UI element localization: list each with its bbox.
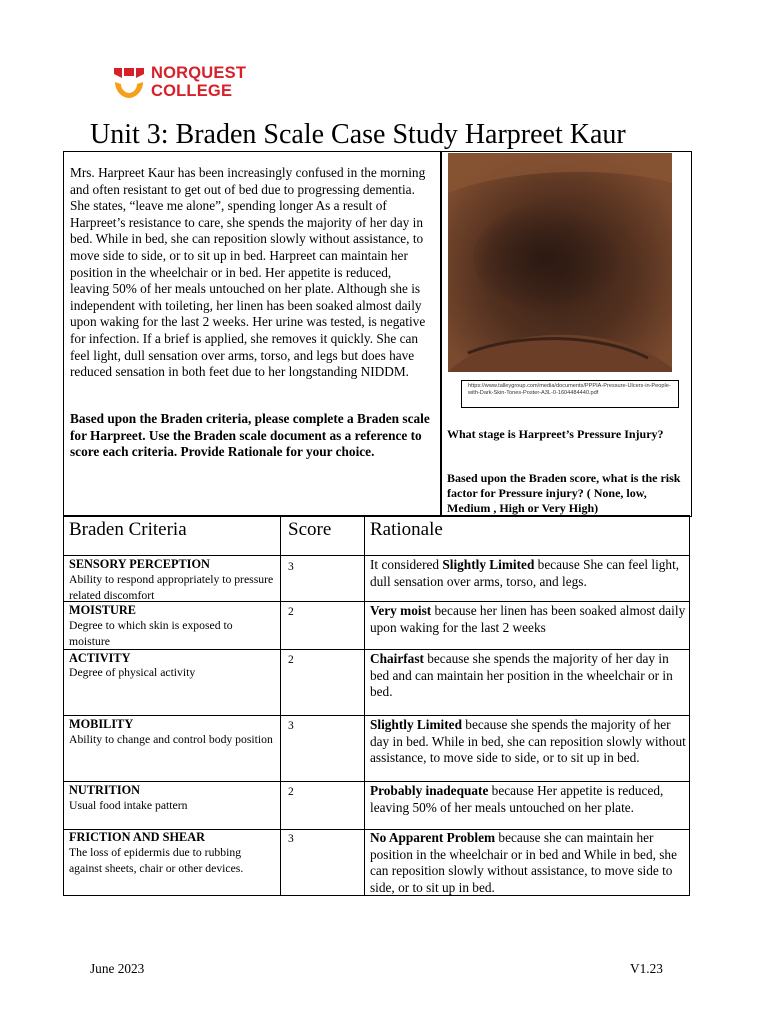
stage-question: What stage is Harpreet’s Pressure Injury? (447, 427, 664, 441)
risk-question: Based upon the Braden score, what is the risk factor for Pressure injury? ( None, low, Medium , High or Very High) (447, 471, 681, 515)
score-value: 3 (288, 561, 294, 573)
criteria-name: NUTRITION (69, 783, 141, 797)
header-rationale: Rationale (370, 519, 443, 540)
page-title: Unit 3: Braden Scale Case Study Harpreet Kaur (90, 119, 626, 150)
score-value: 2 (288, 786, 294, 798)
rationale-text: Probably inadequate because Her appetite is reduced, leaving 50% of her meals untouched on her plate. (370, 783, 664, 815)
criteria-name: MOISTURE (69, 603, 136, 617)
header-score: Score (288, 519, 332, 540)
table-divider (280, 515, 281, 896)
norquest-mark-icon (113, 66, 145, 100)
footer-date: June 2023 (90, 961, 145, 976)
pressure-injury-photo (448, 153, 672, 372)
score-value: 3 (288, 720, 294, 732)
criteria-name: ACTIVITY (69, 651, 131, 665)
logo-text (151, 64, 246, 100)
header-criteria: Braden Criteria (69, 519, 187, 540)
logo-line-1: NORQUEST (151, 64, 247, 82)
criteria-desc: Ability to change and control body position (69, 733, 273, 746)
score-value: 2 (288, 654, 294, 666)
criteria-name: FRICTION AND SHEAR (69, 830, 205, 844)
criteria-desc: Ability to respond appropriately to pressure related discomfort (69, 573, 274, 602)
criteria-desc: Degree of physical activity (69, 666, 196, 679)
score-value: 3 (288, 833, 294, 845)
table-row-divider (63, 649, 690, 650)
logo-line-2: COLLEGE (151, 82, 233, 100)
criteria-name: MOBILITY (69, 717, 134, 731)
footer-version: V1.23 (630, 961, 663, 976)
norquest-logo (113, 62, 263, 104)
rationale-text: Very moist because her linen has been soaked almost daily upon waking for the last 2 weeks (370, 603, 686, 635)
criteria-desc: The loss of epidermis due to rubbing against sheets, chair or other devices. (69, 846, 244, 875)
case-instruction: Based upon the Braden criteria, please complete a Braden scale for Harpreet. Use the Braden scale document as a reference to score each criteria. Provide Rationale for your choice. (70, 411, 430, 460)
table-row-divider (63, 555, 690, 556)
criteria-name: SENSORY PERCEPTION (69, 557, 210, 571)
table-row-divider (63, 781, 690, 782)
rationale-text: Chairfast because she spends the majority of her day in bed and can maintain her position in the wheelchair or in bed. (370, 651, 673, 700)
rationale-text: Slightly Limited because she spends the majority of her day in bed. While in bed, she can reposition slowly without assistance, to move side to side, or to sit up in bed. (370, 717, 686, 766)
table-divider (364, 515, 365, 896)
criteria-desc: Degree to which skin is exposed to moisture (69, 619, 233, 648)
rationale-text: No Apparent Problem because she can maintain her position in the wheelchair or in bed and While in bed, she can reposition slowly without assistance, to move side to side, or to sit up in bed. (370, 830, 677, 895)
case-narrative: Mrs. Harpreet Kaur has been increasingly confused in the morning and often resistant to get out of bed due to progressing dementia. She states, “leave me alone”, spending longer As a result of Harpreet’s resistance to care, she spends the majority of her day in bed. While in bed, she can reposition slowly without assistance, to move side to side, or to sit up in bed. Harpreet can maintain her position in the wheelchair or in bed. Her appetite is reduced, leaving 50% of her meals untouched on her plate. Although she is independent with toileting, her linen has been soaked almost daily upon waking for the last 2 weeks. Her urine was tested, is negative for infection. If a brief is applied, she removes it quickly. She can feel light, dull sensation over arms, torso, and legs but does have reduced sensation in both feet due to her longstanding NIDDM. (70, 165, 426, 380)
score-value: 2 (288, 606, 294, 618)
criteria-desc: Usual food intake pattern (69, 799, 188, 812)
table-row-divider (63, 715, 690, 716)
rationale-text: It considered Slightly Limited because She can feel light, dull sensation over arms, torso, and legs. (370, 557, 680, 589)
photo-caption: https://www.talleygroup.com/media/documents/PPPIA-Pressure-Ulcers-in-People-with-Dark-Skin-Tones-Poster-A3L-0-1604484440.pdf (468, 383, 671, 396)
